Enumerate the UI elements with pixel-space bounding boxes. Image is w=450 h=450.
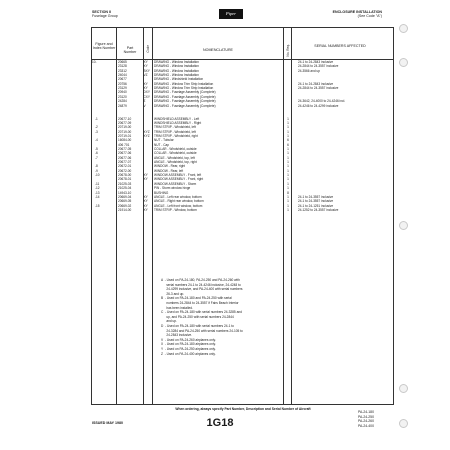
quantity-cell: 6 [287,138,289,143]
nomenclature-cell: ANGLE - Windshield, top, right [154,160,197,165]
nomenclature-cell: ANGLE - Windshield, top, left [154,155,195,160]
quantity-cell: 1 [287,160,289,165]
punch-hole-5 [399,419,408,428]
nomenclature-cell: COLLAR - Windshield, outside [154,147,197,151]
part-number: 23129 [118,86,127,91]
part-number: 20678-00 [118,173,132,178]
punch-hole-4 [399,384,408,393]
quantity-cell: 1 [287,129,289,134]
note-line: up, and PA-24-250 with serial numbers 24-2844 [161,314,234,319]
quantity-cell: 1 [287,147,289,151]
serial-cell: 24-1 to 24-2843 inclusive [298,81,334,86]
code-cell: XY [143,64,148,69]
row-index: -8 [95,164,98,169]
row-index: -14 [95,194,100,199]
part-number: 24284 [118,99,127,104]
part-number: 20665 [118,60,127,64]
code-cell: DXY [143,90,150,95]
part-number: 20669-05 [118,199,132,204]
part-number: 20719-01 [118,133,132,138]
note-line: numbers 24-2844 to 24-3557 if Fairs Beach Interior [161,301,239,305]
ordering-note: When ordering, always specify Part Number, Description and Serial Number of Aircraft [175,407,311,411]
model-item: PA-24-250 [358,414,374,419]
nomenclature-cell: TRIM STRIP - Window, bottom [154,207,197,212]
row-index: -5 [95,147,98,151]
nomenclature-cell: DRAWING - Window Trim Strip Installation [154,86,214,91]
page-title-block [300,10,382,19]
quantity-cell: 1 [287,151,289,156]
part-number: 21914-00 [118,207,132,212]
part-number: 20940 [118,90,127,95]
model-item: PA-24-400 [358,423,374,428]
serial-cell: 24-2844 to 24-3557 inclusive [298,64,339,69]
see-code-note: (See Code "A") [357,14,382,19]
row-index: -11 [95,181,100,186]
page-title: ENCLOSURE INSTALLATION [332,10,382,14]
nomenclature-cell: COLLAR - Windshield, outside [154,151,197,156]
part-number: 23312 [118,68,127,73]
row-index: -4 [95,138,98,143]
row-index: -9 [95,168,98,173]
serial-cell: 24-4246 to 24-4299 inclusive [298,103,339,108]
serial-cell: 24-2844 to 24-3557 inclusive [298,86,339,91]
part-number: 20677-05 [118,147,132,151]
quantity-cell: 1 [287,207,289,212]
part-number: 24044 [118,73,127,78]
serial-cell: 24-3566 and up [298,68,321,73]
section-header [92,10,118,19]
part-number: 20678-01 [118,177,132,182]
nomenclature-cell: WINDSHIELD ASSEMBLY - Left [154,116,200,121]
quantity-cell: 1 [287,116,289,121]
table-row [0,208,450,212]
group-label: Fuselage Group [92,14,118,19]
parts-catalog-page: SECTION II Fuselage Group Piper ENCLOSURE INSTALLATION (See Code "A") Figure and Index Number Part Number Code NOMENCLATURE No. Req. SERIAL NUMBERS AFFECTED 10- 20665 XY DRAWING - Window Installation 24-1 to 24-2843 inclusive 23128 XY DRAWING - Window Installation 24-2844 to 24-3557 inclusive 23312 BXY DRAWING - Window Installation 24-3566 and up 24044 VZ DRAWING - Window Installation 20677 DRAWING - Windshield Installation 20756 XY DRAWING - Window Trim Strip Installation 24-1 to 24-2843 inclusive 23129 XY DRAWING - Window Trim Strip Installation 24-2844 to 24-3557 inclusive 20940 DXY DRAWING - Fuselage Assembly (Complete) 23120 CXY DRAWING - Fuselage Assembly (Complete) 24284 Z DRAWING - Fuselage Assembly (Complete) 24-3642, 24-4000 to 24-4246 incl. 24879 V DRAWING - Fuselage Assembly (Complete) 24-4246 to 24-4299 inclusive -1 20677-10 WINDSHIELD ASSEMBLY - Left 1 20677-09 WINDSHIELD ASSEMBLY - Right 1 -2 20719-00 TRIM STRIP - Windshield, left 1 -3 20719-00 XYZ TRIM STRIP - Windshield, left 1 20719-01 XYZ TRIM STRIP - Windshield, right 1 -4 16084-00 NUT - Tubular 6 406 701 NUT - Cap 6 -5 20677-05 COLLAR - Windshield, outside 1 -6 20677-06 COLLAR - Windshield, outside 1 -7 20677-06 ANGLE - Windshield, top, left 1 20677-07 ANGLE - Windshield, top, right 1 -8 20672-01 WINDOW - Rear, right 1 -9 20672-00 WINDOW - Rear, left 1 -10 20678-00 XY WINDOW ASSEMBLY - Front, left 1 20678-01 XY WINDOW ASSEMBLY - Front, right 1 -11 21025-03 WINDOW ASSEMBLY - Storm 1 -12 21025-04 PIN - Storm window hinge 1 -13 14943-10 BUSHING 8 -14 20669-04 XY ANGLE - Left rear window, bottom 1 24-1 to 24-3557 inclusive 20669-05 XY ANGLE - Right rear window, bottom 1 24-1 to 24-3557 inclusive -15 20669-02 XY ANGLE - Left front window, bottom 1 24-1 to 24-1251 inclusive 21914-00 XY TRIM STRIP - Window, bottom 1 24-1252 to 24-3557 inclusive A - Used on PA-24-180, PA-24-250 and PA-24-260 with serial numbers 24-1 to 24-4246 inclusive, 24-4248 to 24-4299 inclusive, and PA-24-400 with serial numbers 26-3 and up. B - Used on PA-24-180 and PA-24-250 with serial numbers 24-2844 to 24-3557 if Fairs Beach Interior has been installed. C - Used on PA-24-180 with serial numbers 24-3285 and up, and PA-24-250 with serial numbers 24-2844 and up. D - Used on PA-24-180 with serial numbers 24-1 to 24-3284 and PA-24-250 with serial numbers 24-105 to 24-2843 inclusive. V - Used on PA-24-260 airplanes only. X - Used on PA-24-180 airplanes only. Y - Used on PA-24-250 airplanes only. Z - Used on PA-24-400 airplanes only. When ordering, always specify Part Number, Description and Serial Number of Aircraft ISSUED MAY 1980 1G18 PA-24-180 PA-24-250 PA-24-260 PA-24-400 [0,0,450,450]
nomenclature-cell: DRAWING - Windshield Installation [154,77,204,82]
quantity-cell: 1 [287,125,289,130]
nomenclature-cell: TRIM STRIP - Windshield, right [154,133,198,138]
nomenclature-cell: BUSHING [154,190,169,195]
nomenclature-cell: DRAWING - Fuselage Assembly (Complete) [154,103,216,108]
code-cell: Z [143,99,146,104]
quantity-cell: 1 [287,173,289,178]
nomenclature-cell: WINDOW - Rear, left [154,168,184,173]
part-number: 20677-09 [118,120,132,125]
part-number: 24879 [118,103,127,108]
part-number: 16084-00 [118,138,132,143]
quantity-cell: 1 [287,181,289,186]
col-header-figure: Figure and Index Number [92,42,116,51]
note-line: serial numbers 24-1 to 24-4246 inclusive, 24-4248 to [161,282,241,287]
part-number: 406 701 [118,142,130,147]
nomenclature-cell: DRAWING - Window Trim Strip Installation [154,81,214,86]
nomenclature-cell: ANGLE - Right rear window, bottom [154,199,204,204]
nomenclature-cell: ANGLE - Left rear window, bottom [154,194,202,199]
row-index: -6 [95,151,98,156]
nomenclature-cell: TRIM STRIP - Windshield, left [154,125,196,130]
quantity-cell: 6 [287,142,289,147]
page-number: 1G18 [206,417,234,429]
part-number: 20677 [118,77,127,82]
model-item: PA-24-180 [358,410,374,414]
serial-cell: 24-3642, 24-4000 to 24-4246 incl. [298,99,346,104]
model-list [358,410,374,428]
nomenclature-cell: NUT - Tubular [154,138,174,143]
part-number: 20719-00 [118,129,132,134]
nomenclature-cell: DRAWING - Window Installation [154,64,199,69]
code-cell: XY [143,207,148,212]
part-number: 20719-00 [118,125,132,130]
row-index: -1 [95,116,98,121]
nomenclature-cell: WINDOW ASSEMBLY - Front, right [154,177,204,182]
nomenclature-cell: NUT - Cap [154,142,169,147]
note-line: Y - Used on PA-24-250 airplanes only. [161,347,216,351]
quantity-cell: 8 [287,190,289,195]
note-line: 26-3 and up. [161,291,185,296]
quantity-cell: 1 [287,168,289,173]
part-number: 21025-03 [118,181,132,186]
row-index: -2 [95,125,98,130]
punch-hole-3 [399,221,408,230]
note-line: D - Used on PA-24-180 with serial numbers 24-1 to [161,324,234,328]
note-line: A - Used on PA-24-180, PA-24-250 and PA-24-260 with [161,278,240,282]
col-header-serial: SERIAL NUMBERS AFFECTED [314,44,366,48]
note-line: has been installed. [161,305,193,310]
piper-logo: Piper [219,9,243,19]
part-number: 20672-00 [118,168,132,173]
note-line: 24-4299 inclusive, and PA-24-400 with serial numbers [161,287,243,292]
code-cell: XYZ [143,129,150,134]
part-number: 20669-04 [118,194,132,199]
punch-hole-1 [399,24,408,33]
nomenclature-cell: WINDSHIELD ASSEMBLY - Right [154,120,202,125]
note-line: V - Used on PA-24-260 airplanes only. [161,337,216,342]
code-cell: CXY [143,94,150,99]
nomenclature-cell: WINDOW - Rear, right [154,164,186,169]
nomenclature-cell: TRIM STRIP - Windshield, left [154,129,196,134]
part-number: 23120 [118,94,127,99]
quantity-cell: 1 [287,177,289,182]
quantity-cell: 1 [287,120,289,125]
row-index: -10 [95,173,100,178]
row-index: -15 [95,203,100,208]
part-number: 23128 [118,64,127,69]
nomenclature-cell: WINDOW ASSEMBLY - Front, left [154,173,202,178]
serial-cell: 24-1252 to 24-3557 inclusive [298,207,339,212]
col-header-code: Code [145,45,150,53]
issued-date: ISSUED MAY 1980 [92,421,123,425]
part-number: 20669-02 [118,203,132,208]
nomenclature-cell: DRAWING - Fuselage Assembly (Complete) [154,99,216,104]
code-cell: XY [143,81,148,86]
nomenclature-cell: DRAWING - Window Installation [154,73,199,78]
note-line: 24-3284 and PA-24-250 with serial numbers 24-105 to [161,328,243,333]
serial-cell: 24-1 to 24-2843 inclusive [298,60,334,64]
model-item: PA-24-260 [358,419,374,424]
quantity-cell: 1 [287,199,289,204]
code-cell: XY [143,203,148,208]
quantity-cell: 1 [287,164,289,169]
serial-cell: 24-1 to 24-1251 inclusive [298,203,334,208]
code-cell: VZ [143,73,148,78]
row-index: -12 [95,186,100,191]
row-index: -13 [95,190,100,195]
section-label: SECTION II [92,10,111,14]
part-number: 20672-01 [118,164,132,169]
serial-cell: 24-1 to 24-3557 inclusive [298,194,334,199]
note-line: and up. [161,319,177,324]
note-line: B - Used on PA-24-180 and PA-24-250 with serial [161,296,232,301]
code-cell: XY [143,199,148,204]
quantity-cell: 1 [287,203,289,208]
serial-cell: 24-1 to 24-3557 inclusive [298,199,334,204]
nomenclature-cell: DRAWING - Window Installation [154,68,199,73]
code-cell: XY [143,194,148,199]
quantity-cell: 1 [287,194,289,199]
code-cell: XYZ [143,133,150,138]
nomenclature-cell: DRAWING - Window Installation [154,60,199,64]
row-index: -7 [95,155,98,160]
part-number: 20677-07 [118,160,132,165]
nomenclature-cell: DRAWING - Fuselage Assembly (Complete) [154,90,216,95]
nomenclature-cell: WINDOW ASSEMBLY - Storm [154,181,197,186]
note-line: C - Used on PA-24-180 with serial numbers 24-3285 and [161,310,242,315]
part-number: 14943-10 [118,190,132,195]
nomenclature-cell: PIN - Storm window hinge [154,186,191,191]
quantity-cell: 1 [287,155,289,160]
note-line: 24-2843 inclusive. [161,333,193,338]
part-number: 20677-10 [118,116,132,121]
quantity-cell: 1 [287,186,289,191]
nomenclature-cell: ANGLE - Left front window, bottom [154,203,203,208]
code-cell: XY [143,173,148,178]
part-number: 21025-04 [118,186,132,191]
part-number: 20677-06 [118,155,132,160]
code-cell: XY [143,60,148,64]
quantity-cell: 1 [287,133,289,138]
col-header-no-req: No. Req. [285,44,290,57]
col-header-nomenclature: NOMENCLATURE [203,48,233,52]
note-line: Z - Used on PA-24-400 airplanes only. [161,351,216,356]
part-number: 20756 [118,81,127,86]
part-number: 20677-06 [118,151,132,156]
code-cell: XY [143,177,148,182]
code-cell: V [143,103,146,108]
nomenclature-cell: DRAWING - Fuselage Assembly (Complete) [154,94,216,99]
code-cell: XY [143,86,148,91]
note-line: X - Used on PA-24-180 airplanes only. [161,342,216,347]
code-cell: BXY [143,68,150,73]
col-header-part: Part Number [123,46,137,55]
row-index: -3 [95,129,98,134]
